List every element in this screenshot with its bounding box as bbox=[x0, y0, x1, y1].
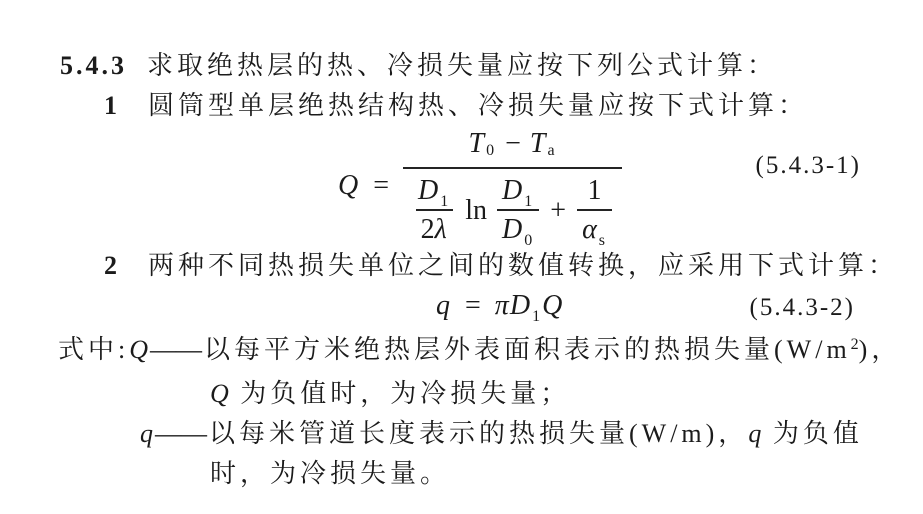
formula-1-denominator bbox=[403, 167, 622, 249]
var-alpha: α bbox=[582, 214, 598, 245]
section-number: 5.4.3 bbox=[60, 51, 127, 80]
var-D: D bbox=[502, 175, 524, 206]
frac-num-D1 bbox=[413, 177, 455, 209]
formula-1-row bbox=[0, 128, 923, 249]
var-T0: T bbox=[468, 128, 486, 159]
equals-sign: = bbox=[465, 290, 481, 321]
var-D: D bbox=[418, 175, 440, 206]
sub-0: 0 bbox=[524, 232, 533, 249]
legend-Q-text-2: )， bbox=[858, 335, 902, 364]
var-Q: Q bbox=[129, 335, 150, 364]
sub-s: s bbox=[598, 232, 606, 249]
legend-Q-text-3: 为负值时，为冷损失量； bbox=[229, 379, 571, 408]
minus-sign: − bbox=[505, 128, 521, 159]
equation-number-1: (5.4.3-1) bbox=[755, 152, 861, 179]
formula-1-lhs: Q bbox=[338, 170, 360, 201]
var-D: D bbox=[509, 290, 532, 321]
sub-1: 1 bbox=[440, 193, 449, 210]
var-D: D bbox=[502, 214, 524, 245]
frac-den-2lambda bbox=[416, 209, 453, 244]
clause-2-text: 两种不同热损失单位之间的数值转换，应采用下式计算： bbox=[148, 251, 899, 280]
section-title: 求取绝热层的热、冷损失量应按下列公式计算： bbox=[147, 51, 778, 80]
var-lambda: λ bbox=[434, 214, 448, 245]
var-Ta: T bbox=[529, 128, 547, 159]
formula-1-numerator bbox=[458, 128, 566, 167]
var-q: q bbox=[748, 419, 763, 448]
frac-D1-2lambda bbox=[413, 177, 455, 244]
frac-num-D1b bbox=[497, 177, 539, 209]
ln-operator: ln bbox=[465, 194, 488, 226]
formula-1-fraction bbox=[403, 128, 622, 249]
superscript-2: 2 bbox=[850, 336, 859, 353]
section-heading bbox=[0, 0, 923, 86]
frac-D1-D0 bbox=[497, 175, 539, 249]
legend-line-2 bbox=[0, 374, 923, 414]
var-Q: Q bbox=[542, 290, 564, 321]
formula-1 bbox=[338, 128, 622, 249]
legend-q-text-1: 以每米管道长度表示的热损失量(W/m)， bbox=[209, 419, 749, 448]
frac-num-1: 1 bbox=[587, 175, 602, 206]
equals-sign: = bbox=[373, 170, 390, 201]
sub-1: 1 bbox=[532, 308, 541, 325]
var-q: q bbox=[140, 419, 154, 448]
var-q: q bbox=[436, 290, 451, 321]
clause-1 bbox=[0, 86, 923, 126]
legend-line-1 bbox=[0, 330, 923, 374]
legend-line-4 bbox=[0, 454, 923, 494]
clause-2 bbox=[0, 246, 923, 286]
coef-2: 2 bbox=[420, 214, 435, 245]
frac-1-alphas bbox=[577, 175, 612, 249]
legend-dash: —— bbox=[155, 419, 207, 448]
legend-prefix: 式中: bbox=[58, 335, 130, 364]
legend-q-text-2: 为负值 bbox=[762, 419, 863, 448]
sub-a: a bbox=[547, 142, 555, 159]
formula-2-row bbox=[0, 286, 923, 326]
plus-sign: + bbox=[550, 194, 567, 226]
legend-q-text-3: 时，为冷损失量。 bbox=[210, 459, 451, 488]
var-pi: π bbox=[494, 290, 510, 321]
sub-0: 0 bbox=[486, 142, 495, 159]
clause-1-text: 圆筒型单层绝热结构热、冷损失量应按下式计算： bbox=[148, 91, 809, 120]
formula-2 bbox=[436, 286, 563, 330]
clause-1-number: 1 bbox=[104, 91, 117, 120]
equation-number-2: (5.4.3-2) bbox=[749, 294, 855, 321]
legend-Q-text-1: 以每平方米绝热层外表面积表示的热损失量(W/m bbox=[204, 335, 851, 364]
legend-line-3 bbox=[0, 414, 923, 454]
frac-den-D0 bbox=[497, 209, 539, 249]
clause-2-number: 2 bbox=[104, 251, 117, 280]
var-Q: Q bbox=[210, 379, 230, 408]
sub-1: 1 bbox=[524, 193, 533, 210]
frac-den-alphas bbox=[577, 209, 612, 249]
legend-dash: —— bbox=[150, 335, 203, 364]
